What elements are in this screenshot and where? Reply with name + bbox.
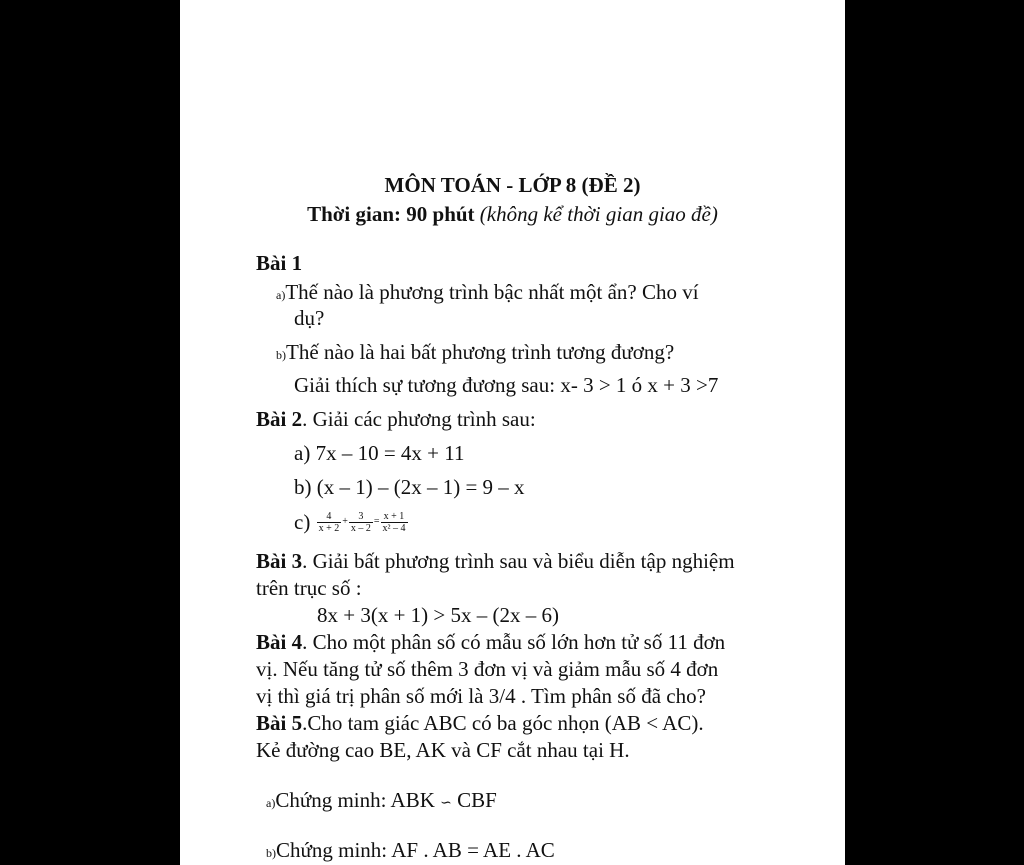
bai1-b-text: Thế nào là hai bất phương trình tương đương? (286, 340, 675, 364)
bai3-expression: 8x + 3(x + 1) > 5x – (2x – 6) (317, 603, 560, 627)
bai2-b: b) (x – 1) – (2x – 1) = 9 – x (294, 475, 525, 499)
bai2-a: a) 7x – 10 = 4x + 11 (294, 441, 465, 465)
fraction-3: $\frac{x + 1}{\text{x² – 4}}$ (382, 510, 406, 534)
bai1-a-marker: a) (276, 288, 286, 302)
bai3-prompt (256, 549, 735, 573)
bai3-line2: trên trục số : (256, 576, 362, 600)
bai1-b (276, 340, 674, 367)
bai1-heading: Bài 1 (256, 251, 303, 275)
bai5-line2: Kẻ đường cao BE, AK và CF cắt nhau tại H. (256, 738, 630, 762)
bai1-b-marker: b) (276, 348, 286, 362)
exam-title: MÔN TOÁN - LỚP 8 (ĐỀ 2) (384, 173, 641, 197)
bai4-line3: vị thì giá trị phân số mới là 3/4 . Tìm phân số đã cho? (256, 684, 706, 708)
plus-sign: + (342, 516, 348, 528)
bai5-a (266, 788, 497, 816)
bai5-b-marker: b) (266, 846, 276, 860)
bai5-b (266, 838, 555, 865)
bai3-line1: . Giải bất phương trình sau và biểu diễn tập nghiệm (302, 549, 735, 573)
bai2-c (294, 505, 409, 537)
bai4-line1: . Cho một phân số có mẫu số lớn hơn tử số 11 đơn (302, 630, 726, 654)
bai1-a (276, 280, 699, 307)
similar-symbol: ∽ (440, 796, 452, 811)
time-note: (không kể thời gian giao đề) (479, 202, 718, 226)
bai3-heading: Bài 3 (256, 549, 303, 573)
fraction-1: $\frac{4}{x + 2}$ (318, 510, 340, 534)
exam-time (180, 202, 845, 226)
bai4-line2: vị. Nếu tăng tử số thêm 3 đơn vị và giảm mẫu số 4 đơn (256, 657, 719, 681)
bai5-b-text: Chứng minh: AF . AB = AE . AC (276, 838, 555, 862)
fraction-2: $\frac{3}{x - 2}$ (350, 510, 371, 534)
bai2-heading: Bài 2 (256, 407, 303, 431)
bai5-a-marker: a) (266, 796, 276, 810)
bai2-prompt (256, 407, 536, 431)
bai1-a-text: Thế nào là phương trình bậc nhất một ẩn? Cho ví (285, 280, 699, 304)
bai4-heading: Bài 4 (256, 630, 303, 654)
bai4-prompt (256, 630, 725, 654)
bai1-a-line2: dụ? (294, 306, 325, 330)
bai2-text: . Giải các phương trình sau: (302, 407, 536, 431)
bai5-prompt (256, 711, 704, 735)
bai5-a-text: Chứng minh: ABK (275, 788, 441, 812)
document-page (180, 0, 845, 865)
bai5-line1: .Cho tam giác ABC có ba góc nhọn (AB < AC). (302, 711, 704, 735)
equals-sign: = (373, 516, 380, 528)
bai1-b-line2: Giải thích sự tương đương sau: x- 3 > 1 ó x + 3 >7 (294, 373, 719, 397)
time-label: Thời gian: 90 phút (307, 202, 475, 226)
bai5-heading: Bài 5 (256, 711, 303, 735)
bai5-a-text2: CBF (451, 788, 497, 812)
bai2-c-label: c) (294, 510, 311, 535)
